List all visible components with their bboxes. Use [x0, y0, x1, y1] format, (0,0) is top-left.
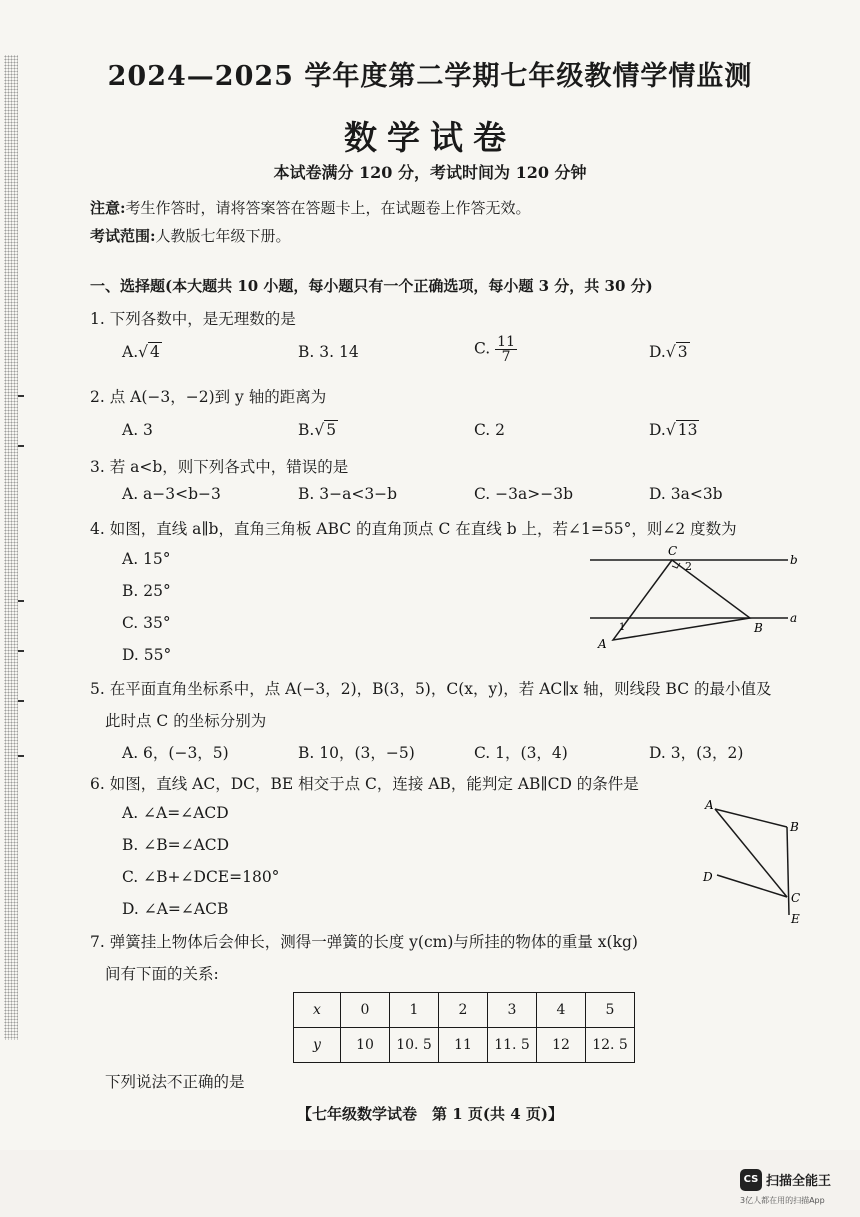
scope-text: 人教版七年级下册。: [155, 227, 291, 245]
binding-mark: [18, 755, 24, 757]
scope-label: 考试范围:: [90, 227, 156, 245]
segment-ab: [715, 809, 787, 827]
label-b: B: [754, 621, 763, 635]
attention-text: 考生作答时，请将答案答在答题卡上，在试题卷上作答无效。: [125, 199, 531, 217]
camscanner-name: 扫描全能王: [766, 1174, 832, 1189]
label-a: A: [705, 798, 714, 812]
q5-option-b: B. 10，(3，−5): [298, 744, 415, 762]
attention-note: [90, 197, 531, 218]
camscanner-tagline: 3亿人都在用的扫描App: [740, 1196, 825, 1205]
q3-option-b: B. 3−a<3−b: [298, 485, 398, 503]
line-ac: [715, 809, 787, 897]
q7-table: [293, 992, 635, 1063]
table-cell: 12. 5: [586, 1028, 635, 1063]
q6-stem: 6. 如图，直线 AC，DC，BE 相交于点 C，连接 AB，能判定 AB∥CD 的条件是: [90, 775, 639, 793]
q1-option-c: C. $\frac{11}{7}$: [474, 334, 515, 365]
table-cell: 4: [537, 993, 586, 1028]
table-cell: 0: [341, 993, 390, 1028]
table-cell: 5: [586, 993, 635, 1028]
binding-mark: [18, 395, 24, 397]
label-angle-1: 1: [619, 622, 626, 633]
q1-option-b: B. 3. 14: [298, 343, 359, 361]
q1-option-d: D.√ 3: [649, 343, 688, 361]
table-cell: 11: [439, 1028, 488, 1063]
binding-mark: [18, 650, 24, 652]
q2-stem: 2. 点 A(−3，−2)到 y 轴的距离为: [90, 388, 327, 406]
triangle-abc: [613, 560, 750, 640]
exam-subtitle: 数学试卷: [344, 118, 516, 157]
q2-option-c: C. 2: [474, 421, 506, 439]
q6-figure: [695, 795, 815, 935]
binding-mark: [18, 445, 24, 447]
q7-tail: 下列说法不正确的是: [105, 1073, 245, 1091]
binding-mark: [18, 600, 24, 602]
q3-option-a: A. a−3<b−3: [122, 485, 221, 503]
q5-option-a: A. 6，(−3，5): [122, 744, 229, 762]
label-angle-2: 2: [685, 560, 692, 573]
attention-label: 注意:: [90, 199, 126, 217]
table-header-x: x: [294, 993, 341, 1028]
page-footer: 【七年级数学试卷 第 1 页(共 4 页)】: [297, 1105, 563, 1123]
q3-option-d: D. 3a<3b: [649, 485, 723, 503]
q5-option-d: D. 3，(3，2): [649, 744, 744, 762]
q7-stem-line1: 7. 弹簧挂上物体后会伸长，测得一弹簧的长度 y(cm)与所挂的物体的重量 x(kg): [90, 933, 638, 951]
exam-info: 本试卷满分 120 分，考试时间为 120 分钟: [273, 163, 587, 182]
binding-mark: [18, 700, 24, 702]
q5-stem-line1: 5. 在平面直角坐标系中，点 A(−3，2)，B(3，5)，C(x，y)，若 AC∥x 轴，则线段 BC 的最小值及: [90, 680, 772, 698]
q5-stem-line2: 此时点 C 的坐标分别为: [105, 712, 267, 730]
table-cell: 12: [537, 1028, 586, 1063]
table-cell: 11. 5: [488, 1028, 537, 1063]
table-cell: 10. 5: [390, 1028, 439, 1063]
table-cell: 1: [390, 993, 439, 1028]
exam-title: 2024—2025 学年度第二学期七年级教情学情监测: [107, 61, 753, 92]
section-heading: 一、选择题(本大题共 10 小题，每小题只有一个正确选项，每小题 3 分，共 30 分): [90, 277, 653, 295]
scope-note: [90, 225, 291, 246]
table-cell: 3: [488, 993, 537, 1028]
table-cell: 2: [439, 993, 488, 1028]
label-c: C: [668, 544, 678, 558]
label-line-b: b: [790, 553, 798, 567]
binding-strip: [4, 55, 18, 1040]
q2-option-b: B.√ 5: [298, 421, 337, 439]
q3-stem: 3. 若 a<b，则下列各式中，错误的是: [90, 458, 349, 476]
q4-option-c: C. 35°: [122, 614, 171, 632]
q4-option-d: D. 55°: [122, 646, 172, 664]
q5-option-c: C. 1，(3，4): [474, 744, 568, 762]
camscanner-logo-icon: CS: [740, 1169, 762, 1191]
label-e: E: [791, 912, 800, 926]
label-a: A: [598, 637, 607, 651]
line-dc: [717, 875, 787, 897]
line-be: [787, 827, 789, 915]
q4-stem: 4. 如图，直线 a∥b，直角三角板 ABC 的直角顶点 C 在直线 b 上，若∠1=55°，则∠2 度数为: [90, 520, 737, 538]
table-row: [294, 993, 635, 1028]
q6-option-a: A. ∠A=∠ACD: [122, 804, 229, 822]
label-c: C: [791, 891, 801, 905]
q6-option-c: C. ∠B+∠DCE=180°: [122, 868, 280, 886]
q1-stem: 1. 下列各数中，是无理数的是: [90, 310, 296, 328]
q2-option-a: A. 3: [122, 421, 153, 439]
label-d: D: [703, 870, 713, 884]
q4-option-a: A. 15°: [122, 550, 171, 568]
table-header-y: y: [294, 1028, 341, 1063]
label-line-a: a: [790, 611, 798, 625]
q7-stem-line2: 间有下面的关系:: [105, 965, 219, 983]
label-b: B: [790, 820, 799, 834]
q6-option-b: B. ∠B=∠ACD: [122, 836, 230, 854]
q1-option-a: A.√ 4: [122, 343, 160, 361]
q3-option-c: C. −3a>−3b: [474, 485, 574, 503]
q2-option-d: D.√ 13: [649, 421, 698, 439]
q6-option-d: D. ∠A=∠ACB: [122, 900, 229, 918]
q4-figure: [580, 540, 810, 655]
table-row: [294, 1028, 635, 1063]
q4-option-b: B. 25°: [122, 582, 171, 600]
table-cell: 10: [341, 1028, 390, 1063]
